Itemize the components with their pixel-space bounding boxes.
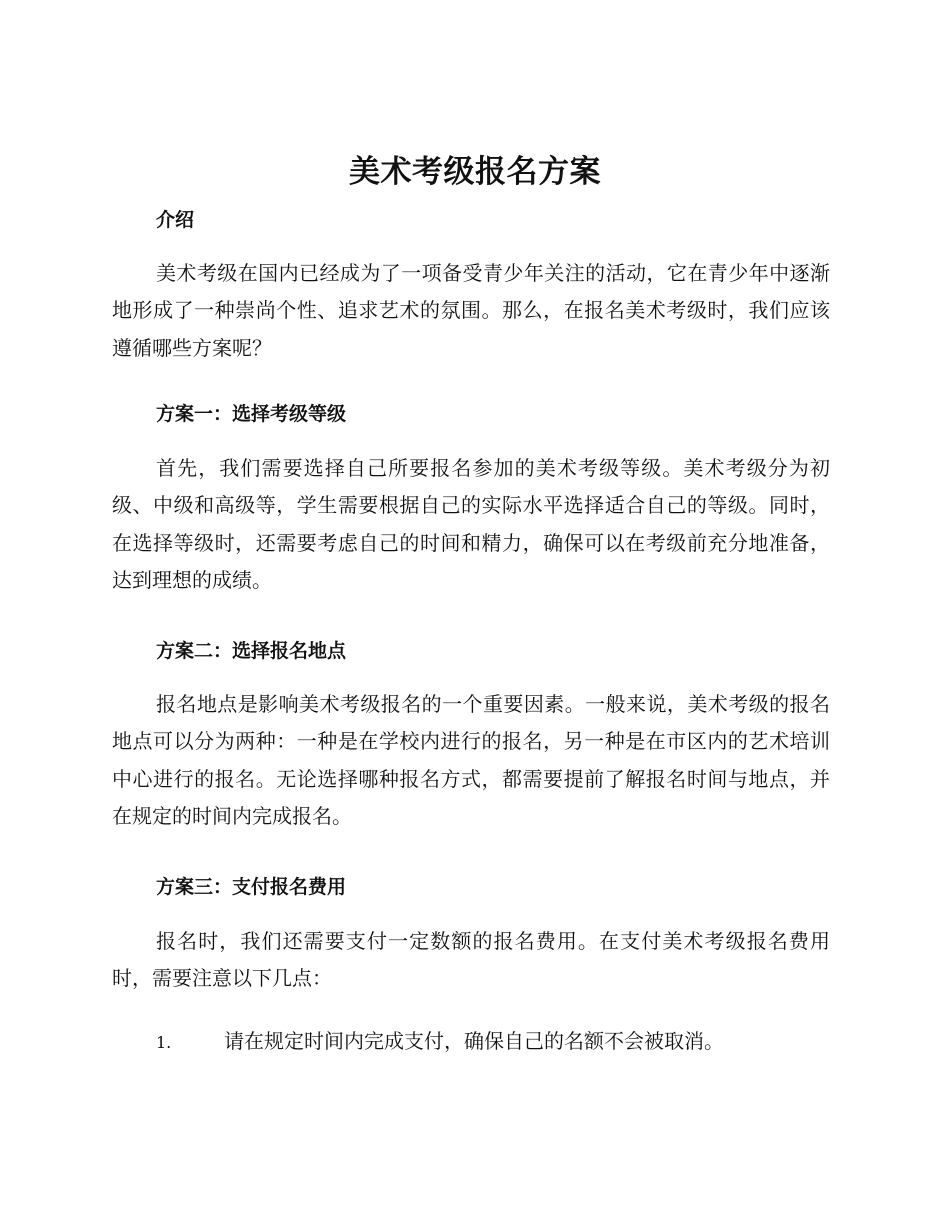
document-title: 美术考级报名方案 <box>349 154 601 190</box>
list-item-number: 1. <box>156 1033 172 1052</box>
section-heading-plan2: 方案二：选择报名地点 <box>156 640 347 662</box>
list-item <box>156 1026 836 1058</box>
intro-paragraph: 美术考级在国内已经成为了一项备受青少年关注的活动，它在青少年中逐渐地形成了一种崇尚个性、追求艺术的氛围。那么，在报名美术考级时，我们应该遵循哪些方案呢？ <box>112 261 830 360</box>
section-heading-plan3: 方案三：支付报名费用 <box>156 876 347 898</box>
list-item-text: 请在规定时间内完成支付，确保自己的名额不会被取消。 <box>224 1029 724 1053</box>
plan3-paragraph: 报名时，我们还需要支付一定数额的报名费用。在支付美术考级报名费用时，需要注意以下几点： <box>112 929 830 991</box>
section-heading-plan1: 方案一：选择考级等级 <box>156 403 347 425</box>
plan2-paragraph: 报名地点是影响美术考级报名的一个重要因素。一般来说，美术考级的报名地点可以分为两种：一种是在学校内进行的报名，另一种是在市区内的艺术培训中心进行的报名。无论选择哪种报名方式，都需要提前了解报名时间与地点，并在规定的时间内完成报名。 <box>112 692 830 828</box>
plan1-paragraph: 首先，我们需要选择自己所要报名参加的美术考级等级。美术考级分为初级、中级和高级等，学生需要根据自己的实际水平选择适合自己的等级。同时，在选择等级时，还需要考虑自己的时间和精力，确保可以在考级前充分地准备，达到理想的成绩。 <box>112 456 830 592</box>
section-heading-intro: 介绍 <box>156 209 195 231</box>
